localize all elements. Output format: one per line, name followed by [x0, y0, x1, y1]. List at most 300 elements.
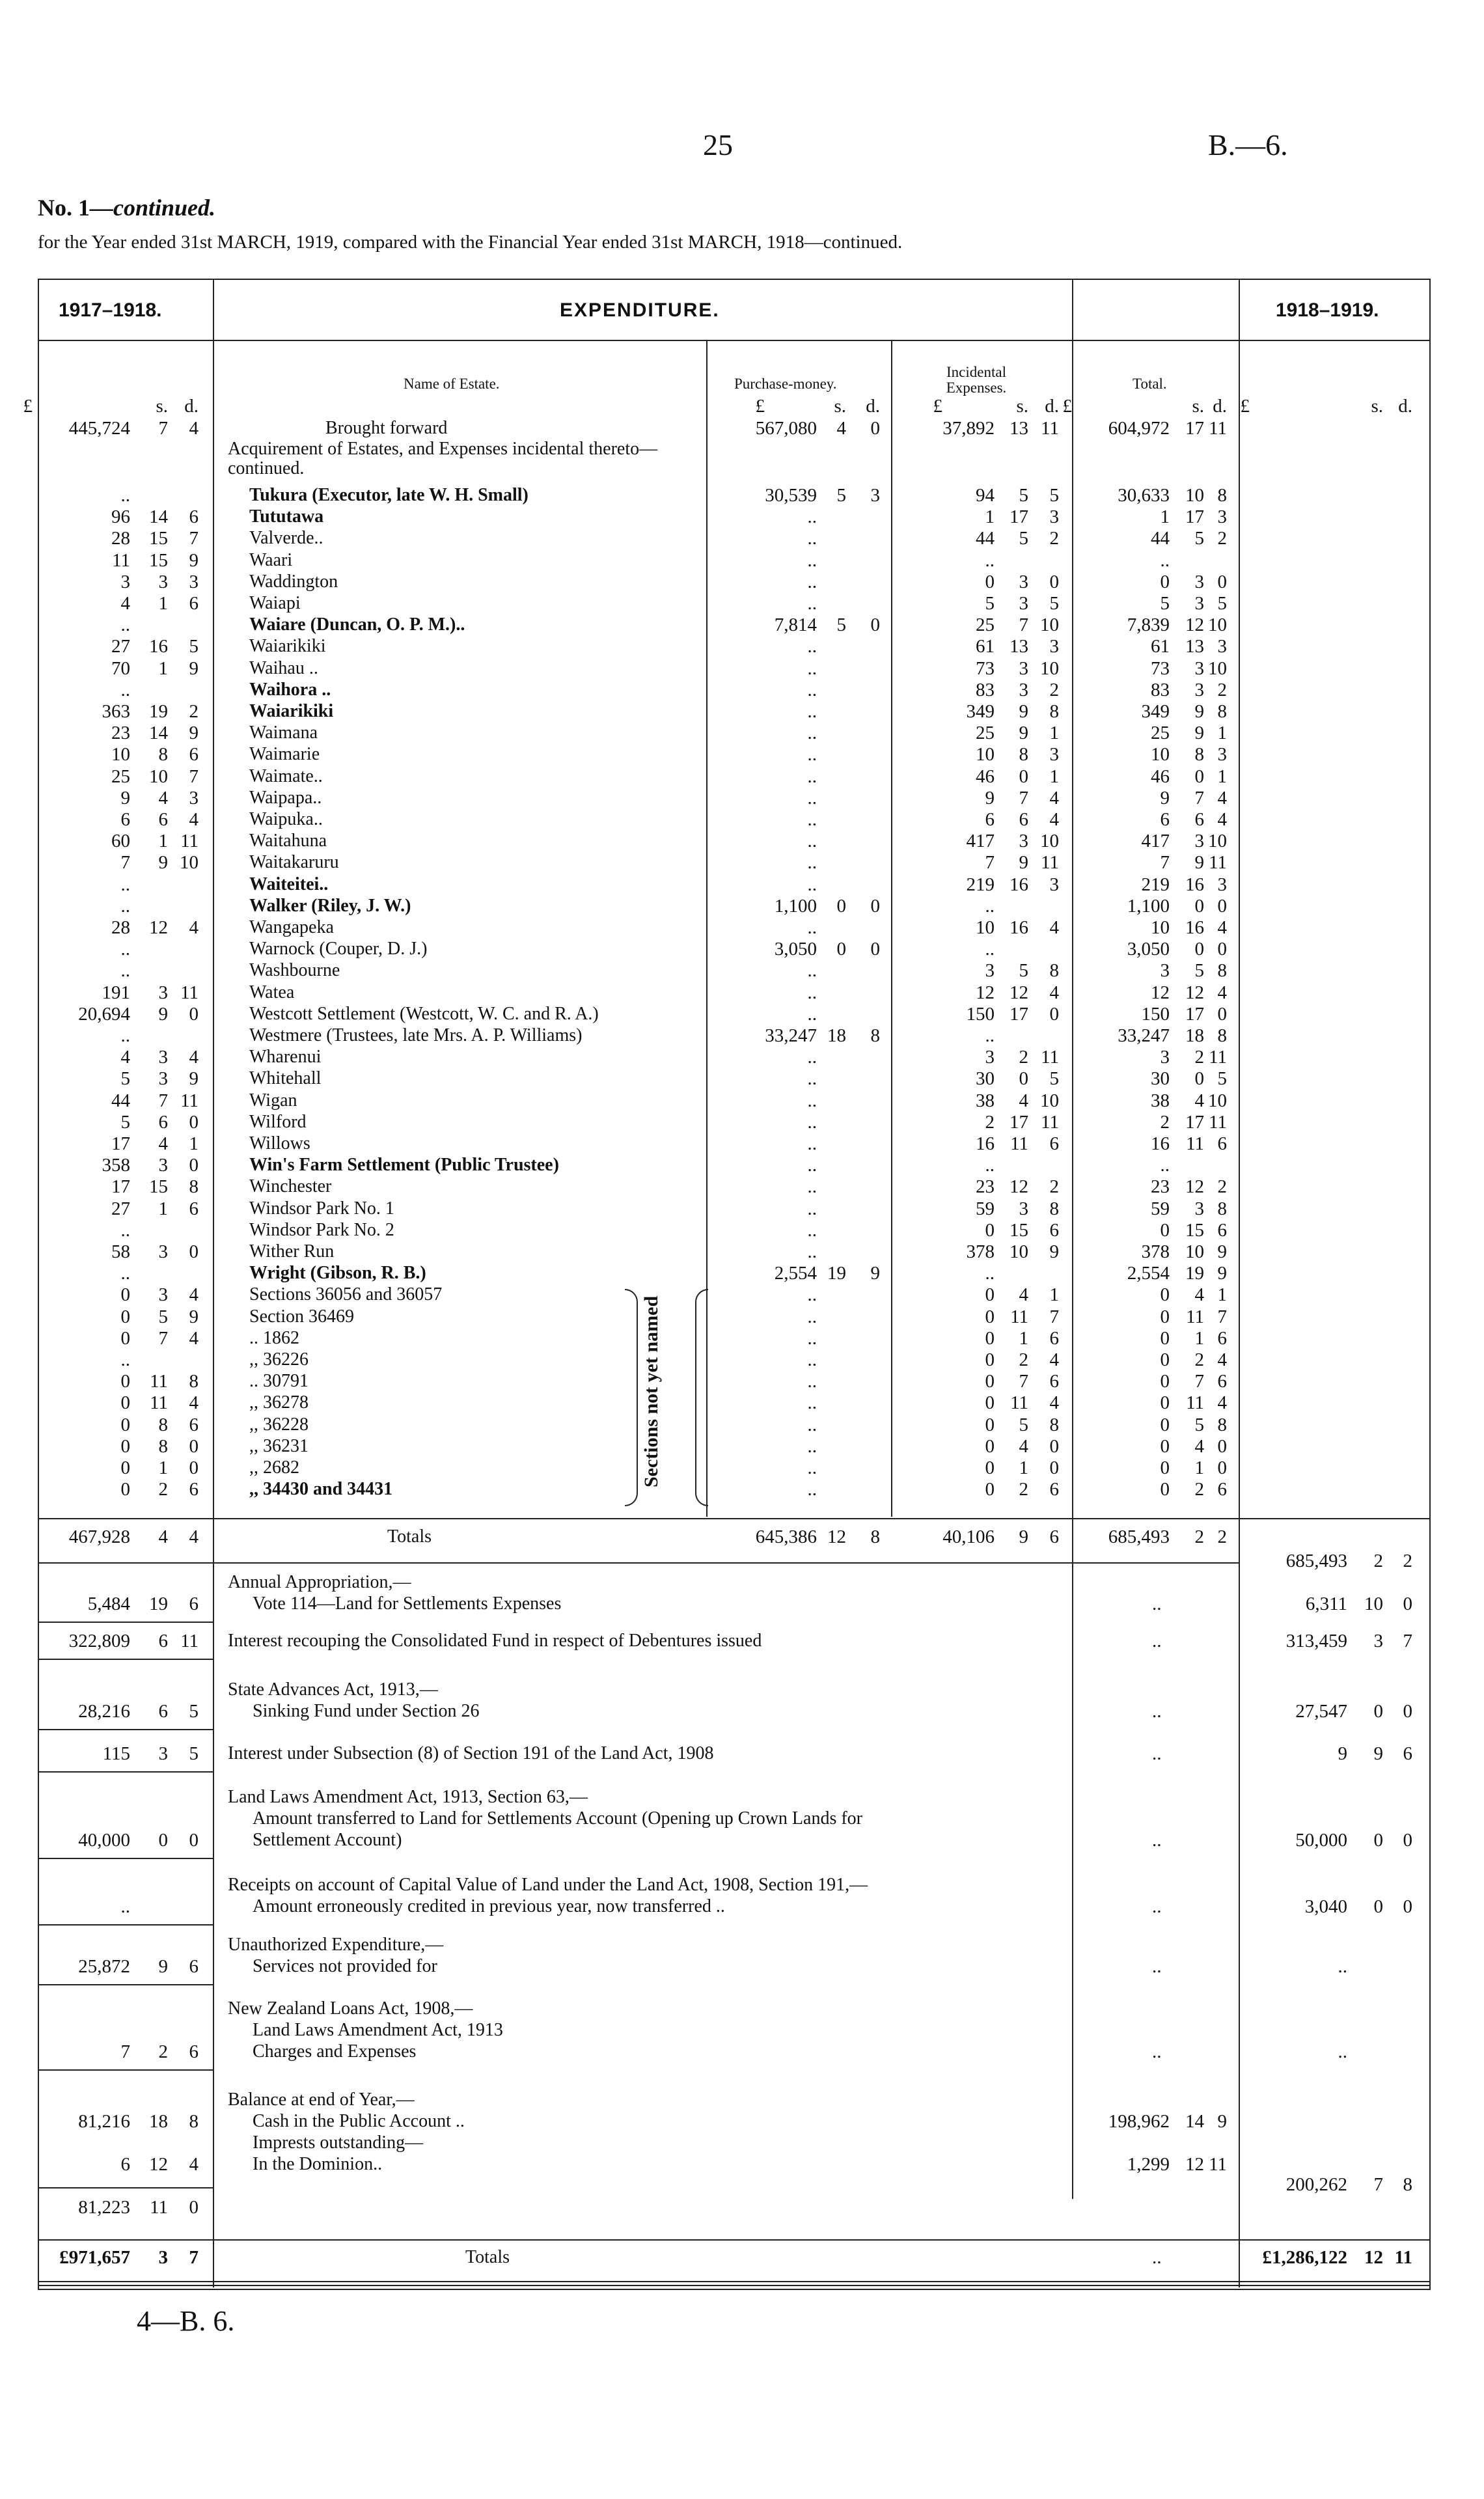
balance-cash-pence: 9 [1217, 2111, 1227, 2132]
estate-name: Win's Farm Settlement (Public Trustee) [249, 1155, 559, 1175]
estate-name: ,, 36231 [249, 1436, 309, 1456]
estate-purchase-pounds: .. [807, 1068, 817, 1089]
estate-incidental-pounds: 0 [985, 1436, 995, 1457]
estate-incidental-shillings: 2 [1019, 1349, 1028, 1370]
estate-total-pence: 5 [1217, 593, 1227, 614]
lower-item-line: Services not provided for [253, 1956, 437, 1976]
estate-incidental-shillings: 7 [1019, 614, 1028, 635]
estate-total-pence: 1 [1217, 1284, 1227, 1305]
estate-prev-pence: 4 [189, 1284, 199, 1305]
estate-total-shillings: 18 [1185, 1025, 1204, 1046]
estate-total-pounds: 10 [1151, 917, 1170, 938]
estate-purchase-pounds: .. [807, 1241, 817, 1262]
sections-bracket-right [695, 1289, 708, 1506]
estate-name: Valverde.. [249, 528, 323, 548]
grand-totals-label: Totals [465, 2247, 510, 2267]
estate-incidental-pounds: 0 [985, 1371, 995, 1392]
sections-bracket-left [625, 1289, 638, 1506]
estate-name: Westcott Settlement (Westcott, W. C. and R. A.) [249, 1004, 599, 1024]
estate-total-shillings: 0 [1194, 896, 1204, 917]
estate-incidental-pence: 2 [1049, 528, 1059, 549]
lower-item-mid: .. [1152, 1896, 1162, 1917]
estate-incidental-pounds: 44 [976, 528, 995, 549]
estate-incidental-pounds: 61 [976, 636, 995, 657]
estate-incidental-pence: 4 [1049, 917, 1059, 938]
estate-incidental-shillings: 7 [1019, 788, 1028, 808]
estate-total-shillings: 11 [1186, 1133, 1204, 1154]
estate-name: Walker (Riley, J. W.) [249, 896, 411, 916]
estate-incidental-shillings: 12 [1010, 1176, 1028, 1197]
estate-incidental-pounds: 3 [985, 1047, 995, 1068]
estate-total-pence: 0 [1217, 1436, 1227, 1457]
estate-total-shillings: 12 [1185, 614, 1204, 635]
estate-incidental-shillings: 4 [1019, 1090, 1028, 1111]
lower-item-line: Annual Appropriation,— [228, 1572, 411, 1592]
estate-total-shillings: 5 [1194, 528, 1204, 549]
lower-item-mid: .. [1152, 1631, 1162, 1651]
estate-total-shillings: 2 [1194, 1479, 1204, 1500]
estate-incidental-pounds: 0 [985, 1306, 995, 1327]
estate-purchase-shillings: 18 [827, 1025, 846, 1046]
estate-name: ,, 36228 [249, 1415, 309, 1435]
brought-forward-prev-shillings: 7 [158, 418, 168, 439]
estate-incidental-pence: 1 [1049, 1284, 1059, 1305]
estate-prev-shillings: 1 [158, 593, 168, 614]
estate-total-pounds: 7,839 [1127, 614, 1170, 635]
estate-prev-pounds: .. [120, 1025, 130, 1046]
estate-incidental-shillings: 6 [1019, 809, 1028, 830]
estate-name: Waimarie [249, 744, 320, 764]
estate-total-pence: 3 [1217, 636, 1227, 657]
estate-total-shillings: 3 [1194, 593, 1204, 614]
estate-purchase-pounds: 3,050 [774, 939, 817, 960]
estate-total-shillings: 15 [1185, 1220, 1204, 1241]
estate-purchase-pounds: .. [807, 744, 817, 765]
estate-prev-pence: 4 [189, 1047, 199, 1068]
estate-incidental-shillings: 5 [1019, 485, 1028, 506]
estate-prev-pounds: 0 [120, 1479, 130, 1500]
estate-incidental-shillings: 8 [1019, 744, 1028, 765]
lower-item-mid: .. [1152, 1701, 1162, 1722]
estate-name: Winchester [249, 1176, 332, 1196]
estate-total-pence: 0 [1217, 572, 1227, 592]
estate-name: Windsor Park No. 2 [249, 1220, 394, 1240]
estate-incidental-shillings: 1 [1019, 1328, 1028, 1349]
grand-total-prev-pence: 7 [189, 2247, 199, 2268]
estate-total-pence: 8 [1217, 1415, 1227, 1435]
estate-incidental-pounds: 6 [985, 809, 995, 830]
estate-total-pounds: .. [1160, 550, 1170, 571]
estate-name: Wright (Gibson, R. B.) [249, 1263, 426, 1283]
balance-imprest-pounds: 1,299 [1127, 2154, 1170, 2175]
estate-incidental-pounds: 0 [985, 1457, 995, 1478]
col-divider-year [1239, 279, 1240, 2287]
estate-prev-pence: 8 [189, 1176, 199, 1197]
estate-prev-pounds: 70 [111, 658, 130, 679]
brought-forward-total-shillings: 17 [1185, 418, 1204, 439]
estate-incidental-pounds: 0 [985, 1349, 995, 1370]
lower-item-prev-pence: 0 [189, 1830, 199, 1851]
estate-prev-pence: 6 [189, 593, 199, 614]
estate-name: ,, 36278 [249, 1392, 309, 1413]
estate-prev-pounds: .. [120, 680, 130, 700]
lower-item-prev-shillings: 9 [158, 1956, 168, 1977]
estate-total-pounds: 46 [1151, 766, 1170, 787]
estate-name: Waihau .. [249, 658, 318, 678]
estate-prev-shillings: 7 [158, 1090, 168, 1111]
estate-prev-pence: 11 [180, 982, 199, 1003]
brought-forward-label: Brought forward [325, 418, 448, 438]
estate-prev-pence: 11 [180, 1090, 199, 1111]
estate-total-pence: 11 [1209, 1047, 1227, 1068]
estate-total-pounds: 0 [1160, 1220, 1170, 1241]
totals-prev-pence: 4 [189, 1526, 199, 1547]
estate-total-pence: 7 [1217, 1306, 1227, 1327]
estate-name: .. 30791 [249, 1371, 309, 1391]
estate-total-shillings: 1 [1194, 1457, 1204, 1478]
totals-prev-pounds: 467,928 [68, 1526, 130, 1547]
estate-prev-pounds: 60 [111, 831, 130, 851]
estate-purchase-pounds: .. [807, 1004, 817, 1025]
estate-total-shillings: 11 [1186, 1306, 1204, 1327]
estate-purchase-pounds: .. [807, 1176, 817, 1197]
estate-prev-pence: 10 [180, 852, 199, 873]
estate-name: ,, 34430 and 34431 [249, 1479, 393, 1499]
estate-prev-pounds: 191 [102, 982, 130, 1003]
estate-total-pence: 4 [1217, 788, 1227, 808]
estate-incidental-pounds: 0 [985, 572, 995, 592]
estate-total-shillings: 2 [1194, 1349, 1204, 1370]
estate-prev-shillings: 1 [158, 1457, 168, 1478]
lsd-header-right: s. [1371, 396, 1383, 417]
estate-prev-shillings: 11 [150, 1371, 168, 1392]
estate-incidental-pence: 6 [1049, 1328, 1059, 1349]
lower-item-line: New Zealand Loans Act, 1908,— [228, 1998, 473, 2019]
estate-purchase-pounds: .. [807, 1349, 817, 1370]
estate-name: Whitehall [249, 1068, 322, 1088]
totals-purchase-shillings: 12 [827, 1526, 846, 1547]
estate-total-shillings: 9 [1194, 852, 1204, 873]
balance-prev-sum-pence: 0 [189, 2197, 199, 2218]
estate-purchase-pounds: .. [807, 1284, 817, 1305]
brought-forward-incidental-pounds: 37,892 [942, 418, 995, 439]
estate-total-shillings: 3 [1194, 831, 1204, 851]
estate-total-pounds: 0 [1160, 1415, 1170, 1435]
estate-name: Wangapeka [249, 917, 334, 937]
grand-total-prev-pounds: £971,657 [59, 2247, 130, 2268]
estate-incidental-pence: 3 [1049, 744, 1059, 765]
estate-prev-shillings: 8 [158, 1415, 168, 1435]
estate-incidental-shillings: 3 [1019, 572, 1028, 592]
estate-purchase-pounds: .. [807, 874, 817, 895]
estate-prev-shillings: 3 [158, 1284, 168, 1305]
brought-forward-prev-pounds: 445,724 [68, 418, 130, 439]
estate-incidental-pence: 5 [1049, 593, 1059, 614]
estate-total-pounds: 38 [1151, 1090, 1170, 1111]
estate-incidental-pence: 5 [1049, 485, 1059, 506]
estate-prev-pence: 8 [189, 1371, 199, 1392]
estate-prev-pence: 2 [189, 701, 199, 722]
estate-prev-pounds: 28 [111, 917, 130, 938]
totals-incidental-pounds: 40,106 [942, 1526, 995, 1547]
estate-name: Waiarikiki [249, 636, 326, 656]
estate-prev-pounds: 0 [120, 1436, 130, 1457]
estate-prev-pounds: 3 [120, 572, 130, 592]
estate-purchase-shillings: 0 [836, 939, 846, 960]
estate-purchase-pounds: .. [807, 1306, 817, 1327]
estate-total-pounds: 0 [1160, 1284, 1170, 1305]
estate-prev-pence: 4 [189, 809, 199, 830]
estate-prev-pence: 0 [189, 1457, 199, 1478]
estate-purchase-pounds: .. [807, 1328, 817, 1349]
estate-incidental-pence: 3 [1049, 874, 1059, 895]
estate-prev-pence: 9 [189, 1068, 199, 1089]
estate-prev-pounds: 28 [111, 528, 130, 549]
estate-purchase-pounds: .. [807, 593, 817, 614]
estate-incidental-shillings: 2 [1019, 1047, 1028, 1068]
estate-prev-shillings: 3 [158, 572, 168, 592]
estate-purchase-pounds: .. [807, 1047, 817, 1068]
estate-prev-pounds: 0 [120, 1306, 130, 1327]
col-head-1917: 1917–1918. [59, 299, 162, 321]
estate-name: Wharenui [249, 1047, 322, 1067]
estate-incidental-pounds: 59 [976, 1198, 995, 1219]
estate-prev-pounds: 20,694 [78, 1004, 130, 1025]
estate-incidental-pence: 6 [1049, 1479, 1059, 1500]
balance-cash-shillings: 14 [1185, 2111, 1204, 2132]
estate-prev-pounds: 58 [111, 1241, 130, 1262]
estate-incidental-pounds: 25 [976, 723, 995, 743]
estate-incidental-pounds: 150 [966, 1004, 995, 1025]
estate-prev-pounds: .. [120, 939, 130, 960]
estate-incidental-shillings: 10 [1010, 1241, 1028, 1262]
estate-purchase-pounds: .. [807, 1392, 817, 1413]
estate-incidental-pence: 8 [1049, 960, 1059, 981]
estate-name: Westmere (Trustees, late Mrs. A. P. Williams) [249, 1025, 583, 1045]
estate-incidental-pounds: .. [985, 939, 995, 960]
estate-incidental-shillings: 3 [1019, 658, 1028, 679]
estate-prev-shillings: 12 [149, 917, 168, 938]
estate-prev-pence: 6 [189, 1415, 199, 1435]
estate-name: Waiarikiki [249, 701, 334, 721]
estate-total-pence: 3 [1217, 874, 1227, 895]
estate-prev-pounds: 27 [111, 636, 130, 657]
estate-total-pounds: 0 [1160, 1328, 1170, 1349]
estate-prev-shillings: 3 [158, 1068, 168, 1089]
estate-prev-shillings: 3 [158, 982, 168, 1003]
estate-incidental-pounds: .. [985, 1025, 995, 1046]
estate-purchase-pounds: .. [807, 572, 817, 592]
estate-purchase-pence: 0 [870, 939, 880, 960]
totals-right-shillings: 2 [1373, 1551, 1383, 1571]
estate-prev-shillings: 1 [158, 658, 168, 679]
brought-forward-incidental-shillings: 13 [1010, 418, 1028, 439]
estate-name: Waitakaruru [249, 852, 339, 872]
grand-rule-double [38, 2285, 1429, 2286]
estate-incidental-pounds: 25 [976, 614, 995, 635]
estate-name: Waiare (Duncan, O. P. M.).. [249, 614, 465, 635]
brought-forward-purchase-pence: 0 [870, 418, 880, 439]
estate-prev-pence: 0 [189, 1004, 199, 1025]
estate-prev-pence: 9 [189, 658, 199, 679]
totals-rule-bottom [38, 1562, 1239, 1564]
lower-item-line: Interest recouping the Consolidated Fund in respect of Debentures issued [228, 1631, 762, 1651]
balance-prev-sum-pounds: 81,223 [78, 2197, 130, 2218]
estate-total-shillings: 19 [1185, 1263, 1204, 1284]
estate-name: Waimana [249, 723, 318, 743]
estate-total-pounds: 219 [1141, 874, 1170, 895]
grand-total-mid: .. [1152, 2247, 1162, 2268]
estate-incidental-pence: 3 [1049, 636, 1059, 657]
estate-prev-pounds: .. [120, 614, 130, 635]
estate-incidental-pence: 4 [1049, 788, 1059, 808]
estate-name: Wither Run [249, 1241, 335, 1262]
lower-item-prev-pounds: 115 [102, 1743, 130, 1764]
estate-prev-pounds: .. [120, 1349, 130, 1370]
estate-total-shillings: 9 [1194, 723, 1204, 743]
estate-prev-pence: 9 [189, 723, 199, 743]
lsd-header-total: d. [1213, 396, 1227, 417]
lsd-header-prev: d. [184, 396, 199, 417]
balance-prev-imprest-shillings: 12 [149, 2154, 168, 2175]
estate-incidental-pounds: 417 [966, 831, 995, 851]
totals-total-shillings: 2 [1194, 1526, 1204, 1547]
brought-forward-purchase-shillings: 4 [836, 418, 846, 439]
lower-item-right-shillings: 9 [1373, 1743, 1383, 1764]
estate-incidental-shillings: 7 [1019, 1371, 1028, 1392]
estate-total-pence: 4 [1217, 917, 1227, 938]
estate-incidental-pence: 10 [1040, 658, 1059, 679]
estate-total-pounds: 0 [1160, 1306, 1170, 1327]
estate-purchase-pence: 0 [870, 614, 880, 635]
estate-purchase-pence: 9 [870, 1263, 880, 1284]
estate-prev-pounds: 10 [111, 744, 130, 765]
balance-prev-cash-pounds: 81,216 [78, 2111, 130, 2132]
brought-forward-total-pence: 11 [1209, 418, 1227, 439]
estate-purchase-pence: 0 [870, 896, 880, 917]
row-rule [38, 1924, 213, 1926]
estate-name: Wilford [249, 1112, 307, 1132]
estate-purchase-pounds: .. [807, 723, 817, 743]
estate-total-pence: 0 [1217, 939, 1227, 960]
balance-line: Imprests outstanding— [253, 2133, 424, 2153]
estate-purchase-pounds: .. [807, 1479, 817, 1500]
estate-total-pounds: 44 [1151, 528, 1170, 549]
estate-purchase-pounds: .. [807, 550, 817, 571]
estate-prev-pounds: 6 [120, 809, 130, 830]
estate-total-pence: 6 [1217, 1328, 1227, 1349]
estate-incidental-pence: 8 [1049, 1415, 1059, 1435]
estate-purchase-pounds: .. [807, 1198, 817, 1219]
estate-prev-pence: 4 [189, 1392, 199, 1413]
estate-incidental-pounds: 0 [985, 1220, 995, 1241]
sections-not-yet-named-note: Sections not yet named [640, 1295, 662, 1487]
estate-prev-pounds: 7 [120, 852, 130, 873]
estate-prev-pounds: 4 [120, 1047, 130, 1068]
estate-incidental-shillings: 1 [1019, 1457, 1028, 1478]
estate-incidental-pounds: 16 [976, 1133, 995, 1154]
estate-total-shillings: 16 [1185, 874, 1204, 895]
estate-prev-pounds: 25 [111, 766, 130, 787]
estate-purchase-pounds: .. [807, 506, 817, 527]
name-of-estate-header: Name of Estate. [404, 376, 500, 392]
estate-total-pence: 2 [1217, 528, 1227, 549]
estate-prev-shillings: 15 [149, 550, 168, 571]
lower-item-right-pounds: 50,000 [1295, 1830, 1347, 1851]
estate-purchase-pounds: .. [807, 1133, 817, 1154]
estate-prev-shillings: 7 [158, 1328, 168, 1349]
estate-total-pence: 9 [1217, 1241, 1227, 1262]
lower-item-prev-pounds: 40,000 [78, 1830, 130, 1851]
lower-item-right-pounds: 6,311 [1305, 1594, 1347, 1614]
estate-prev-pounds: .. [120, 1263, 130, 1284]
totals-right-pence: 2 [1403, 1551, 1412, 1571]
estate-incidental-shillings: 2 [1019, 1479, 1028, 1500]
estate-incidental-pence: 11 [1041, 1047, 1059, 1068]
grand-total-right-shillings: 12 [1364, 2247, 1383, 2268]
estate-incidental-pence: 2 [1049, 1176, 1059, 1197]
estate-incidental-pounds: .. [985, 1155, 995, 1176]
estate-total-pounds: 1,100 [1127, 896, 1170, 917]
lsd-header-purchase: d. [866, 396, 880, 417]
estate-total-shillings: 5 [1194, 960, 1204, 981]
estate-purchase-pounds: .. [807, 680, 817, 700]
estate-prev-shillings: 1 [158, 831, 168, 851]
estate-total-pounds: 5 [1160, 593, 1170, 614]
estate-incidental-pounds: 0 [985, 1479, 995, 1500]
estate-purchase-pounds: .. [807, 1371, 817, 1392]
estate-prev-pounds: 44 [111, 1090, 130, 1111]
estate-total-pounds: 73 [1151, 658, 1170, 679]
estate-incidental-shillings: 3 [1019, 831, 1028, 851]
estate-name: Willows [249, 1133, 310, 1153]
estate-prev-shillings: 9 [158, 852, 168, 873]
estate-incidental-pence: 0 [1049, 572, 1059, 592]
grand-total-right-pence: 11 [1394, 2247, 1412, 2268]
lsd-header-incidental: d. [1045, 396, 1059, 417]
lsd-header-incidental: s. [1016, 396, 1028, 417]
brought-forward-total-pounds: 604,972 [1108, 418, 1170, 439]
estate-total-shillings: 4 [1194, 1436, 1204, 1457]
lower-item-prev-pence: 5 [189, 1743, 199, 1764]
estate-total-shillings: 17 [1185, 506, 1204, 527]
estate-prev-shillings: 9 [158, 1004, 168, 1025]
lower-item-mid: .. [1152, 1830, 1162, 1851]
estate-purchase-pounds: .. [807, 1457, 817, 1478]
estate-total-shillings: 17 [1185, 1112, 1204, 1133]
lower-item-right-pounds: 9 [1338, 1743, 1347, 1764]
estate-total-pence: 4 [1217, 809, 1227, 830]
lower-item-prev-pence: 11 [180, 1631, 199, 1651]
estate-prev-pounds: 27 [111, 1198, 130, 1219]
estate-purchase-pounds: .. [807, 960, 817, 981]
incidental-expenses-header: Incidental Expenses. [946, 364, 1007, 396]
estate-incidental-shillings: 11 [1010, 1133, 1028, 1154]
estate-total-pounds: 0 [1160, 1349, 1170, 1370]
estate-name: Waiteitei.. [249, 874, 329, 894]
balance-right-pence: 8 [1403, 2174, 1412, 2195]
totals-purchase-pounds: 645,386 [755, 1526, 817, 1547]
estate-total-shillings: 4 [1194, 1090, 1204, 1111]
lower-item-right-pounds: .. [1338, 1956, 1347, 1977]
col-head-1918: 1918–1919. [1276, 299, 1379, 321]
estate-prev-pence: 11 [180, 831, 199, 851]
estate-name: ,, 2682 [249, 1457, 299, 1478]
estate-incidental-pounds: 5 [985, 593, 995, 614]
estate-total-shillings: 7 [1194, 788, 1204, 808]
estate-prev-pence: 6 [189, 1198, 199, 1219]
document-subtitle: for the Year ended 31st MARCH, 1919, compared with the Financial Year ended 31st MARCH, 1918—continued. [38, 232, 903, 253]
